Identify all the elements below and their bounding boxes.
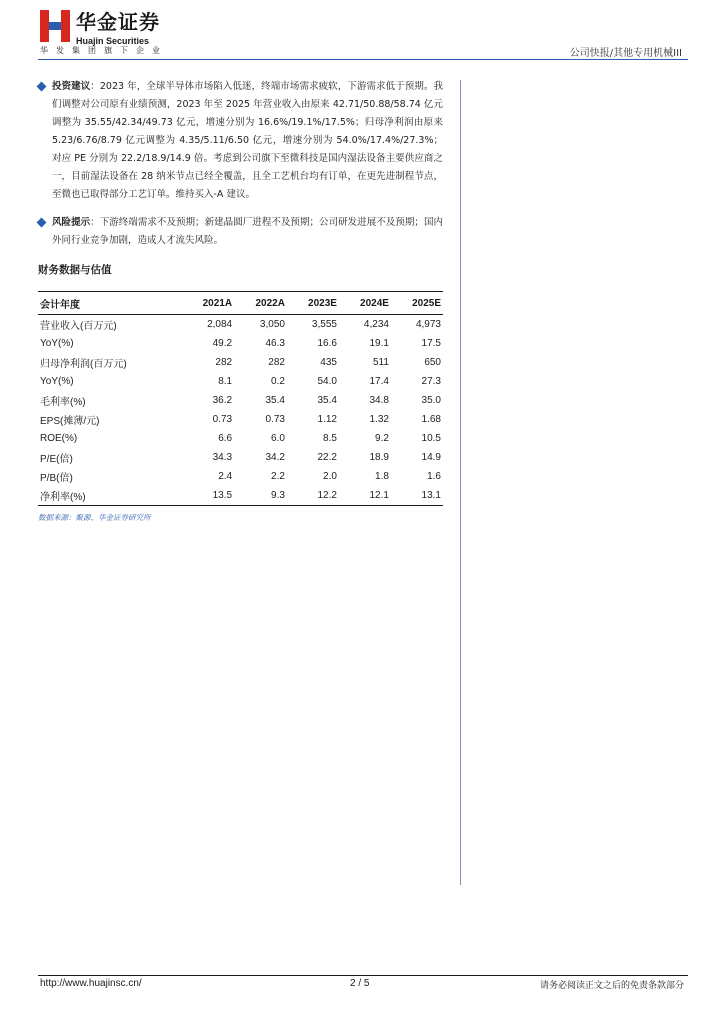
row-label: ROE(%)	[40, 433, 78, 444]
table-cell: 12.1	[339, 486, 391, 506]
table-row	[38, 486, 443, 506]
table-cell: 27.3	[421, 376, 441, 387]
table-cell: 1.6	[427, 471, 441, 482]
bullet-text: ：下游终端需求不及预期；新建晶圆厂进程不及预期；公司研发进展不及预期；国内外同行业竞争加剧，造成人才流失风险。	[52, 217, 443, 246]
table-cell: 4,234	[363, 319, 389, 330]
huajin-logo-icon	[40, 10, 70, 42]
table-cell: 18.9	[369, 452, 389, 463]
column-header: 会计年度	[38, 292, 181, 315]
table-cell: 4,973	[415, 319, 441, 330]
footer-url-link[interactable]: http://www.huajinsc.cn/	[40, 978, 142, 989]
table-cell: 650	[424, 357, 441, 368]
footer-disclaimer: 请务必阅读正文之后的免责条款部分	[539, 981, 684, 991]
column-divider	[460, 80, 461, 885]
table-cell: 10.5	[421, 433, 441, 444]
table-cell: 1.8	[375, 471, 389, 482]
table-cell: 34.8	[369, 395, 389, 406]
table-cell: 0.73	[265, 414, 285, 425]
row-label: 毛利率(%)	[40, 397, 86, 408]
financial-table-title: 财务数据与估值	[38, 264, 112, 276]
table-row	[38, 334, 443, 353]
row-label: YoY(%)	[40, 376, 74, 387]
table-body	[38, 315, 443, 506]
company-name-en: Huajin Securities	[76, 36, 150, 46]
table-cell: 17.4	[369, 376, 389, 387]
main-content	[38, 78, 443, 523]
table-cell: 34.2	[265, 452, 285, 463]
column-header: 2022A	[234, 292, 287, 315]
table-cell: 3,555	[311, 319, 337, 330]
table-cell: 2.2	[271, 471, 285, 482]
table-cell: 0.2	[271, 376, 285, 387]
table-cell: 19.1	[369, 338, 389, 349]
table-cell: 1.12	[317, 414, 337, 425]
column-header: 2023E	[287, 292, 339, 315]
table-header-row	[38, 292, 443, 315]
company-name-cn: 华金证券	[76, 10, 160, 34]
table-cell: 16.6	[317, 338, 337, 349]
table-cell: 6.6	[218, 433, 233, 444]
table-cell: 13.5	[181, 486, 234, 506]
table-cell: 46.3	[265, 338, 285, 349]
table-cell: 9.2	[375, 433, 389, 444]
page-number: 2 / 5	[350, 978, 370, 989]
table-cell: 2.4	[218, 471, 233, 482]
table-cell: 35.4	[265, 395, 285, 406]
company-logo	[40, 10, 170, 62]
data-source-note: 数据来源：聚源、华金证券研究所	[38, 513, 151, 522]
row-label: 归母净利润(百万元)	[40, 359, 127, 370]
row-label: 净利率(%)	[38, 486, 181, 506]
column-header: 2025E	[391, 292, 443, 315]
column-header: 2024E	[339, 292, 391, 315]
row-label: EPS(摊薄/元)	[40, 416, 100, 427]
table-cell: 22.2	[317, 452, 337, 463]
table-cell: 13.1	[391, 486, 443, 506]
table-cell: 6.0	[271, 433, 285, 444]
table-row	[38, 467, 443, 486]
row-label: P/E(倍)	[40, 454, 73, 465]
table-row	[38, 448, 443, 467]
table-cell: 34.3	[212, 452, 233, 463]
table-row	[38, 372, 443, 391]
header-divider	[38, 59, 688, 60]
diamond-bullet-icon	[37, 82, 47, 92]
footer-divider	[38, 975, 688, 976]
table-cell: 14.9	[421, 452, 441, 463]
table-cell: 49.2	[212, 338, 233, 349]
table-row	[38, 410, 443, 429]
bullet-lead: 投资建议	[52, 81, 91, 92]
column-header: 2021A	[181, 292, 234, 315]
table-row	[38, 391, 443, 410]
table-cell: 17.5	[421, 338, 441, 349]
table-cell: 9.3	[234, 486, 287, 506]
document-type: 公司快报/其他专用机械III	[569, 48, 682, 59]
table-cell: 2,084	[207, 319, 233, 330]
table-cell: 8.1	[218, 376, 233, 387]
table-cell: 35.0	[421, 395, 441, 406]
row-label: 营业收入(百万元)	[40, 321, 117, 332]
risk-warning	[38, 214, 443, 250]
financial-table	[38, 291, 443, 506]
row-label: P/B(倍)	[40, 473, 73, 484]
company-slogan: 华发集团旗下企业	[40, 46, 168, 55]
table-cell: 36.2	[212, 395, 233, 406]
table-cell: 1.32	[369, 414, 389, 425]
table-cell: 282	[215, 357, 233, 368]
bullet-lead: 风险提示	[52, 217, 91, 228]
table-cell: 511	[373, 357, 389, 368]
table-cell: 54.0	[317, 376, 337, 387]
table-cell: 12.2	[287, 486, 339, 506]
row-label: YoY(%)	[40, 338, 74, 349]
table-cell: 35.4	[317, 395, 337, 406]
bullet-text: ：2023 年，全球半导体市场陷入低迷，终端市场需求疲软，下游需求低于预期。我们调整对公司原有业绩预测，2023 年至 2025 年营业收入由原来 42.71/50.88/58.74 亿元调整为 35.55/42.34/49.73 亿元，增速分别为 16.6%/19.1%/17.5%；归母净利润由原来 5.23/6.76/8.79 亿元调整为 4.35/5.11/6.50 亿元，增速分别为 54.0%/17.4%/27.3%；对应 PE 分别为 22.2/18.9/14.9 倍。考虑到公司旗下至微科技是国内湿法设备主要供应商之一，目前湿法设备在 28 纳米节点已经全覆盖，且全工艺机台均有订单，在更先进制程节点，至微也已取得部分工艺订单。维持买入-A 建议。	[52, 81, 443, 200]
table-cell: 1.68	[421, 414, 441, 425]
table-row	[38, 315, 443, 335]
diamond-bullet-icon	[37, 218, 47, 228]
table-cell: 2.0	[323, 471, 337, 482]
table-cell: 8.5	[323, 433, 337, 444]
table-row	[38, 353, 443, 372]
investment-advice	[38, 78, 443, 204]
table-cell: 435	[320, 357, 337, 368]
table-cell: 3,050	[259, 319, 285, 330]
table-row	[38, 429, 443, 448]
table-cell: 282	[268, 357, 285, 368]
table-cell: 0.73	[212, 414, 233, 425]
